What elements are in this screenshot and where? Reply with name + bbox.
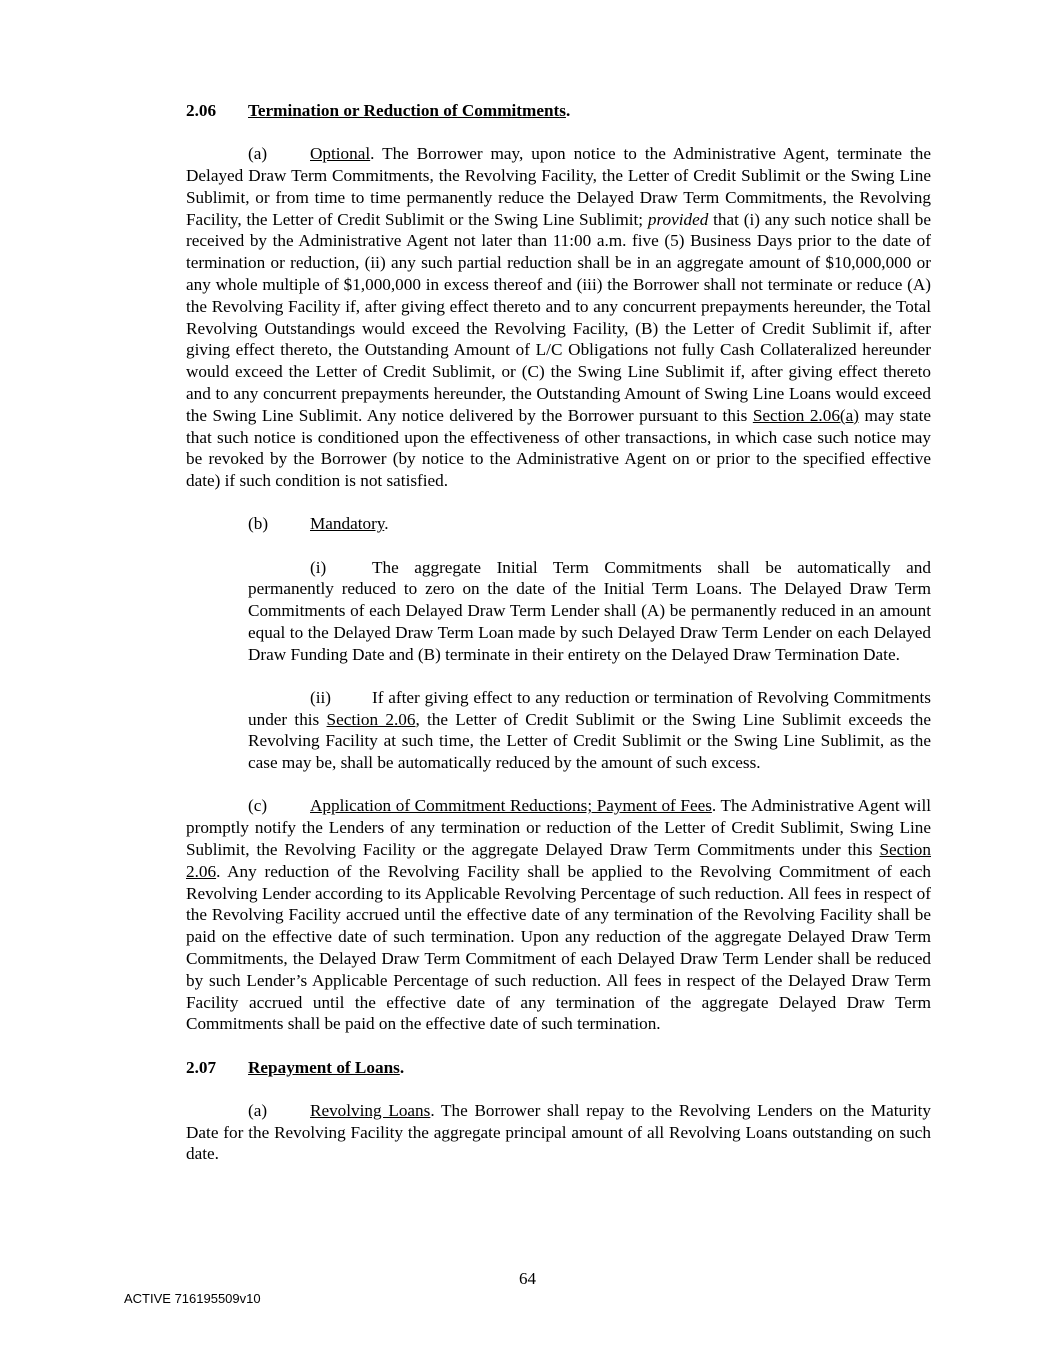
subparagraph-label: (ii) (310, 687, 331, 707)
page-body (186, 100, 931, 1165)
subparagraph-b-ii: (ii) If after giving effect to any reduction or termination of Revolving Commitments under this Section 2.06, the Letter of Credit Sublimit or the Swing Line Sublimit exceeds the Revolving Facility at such time, the Letter of Credit Sublimit or the Swing Line Sublimit, as the case may be, shall be automatically reduced by the amount of such excess. (248, 687, 931, 773)
page-number: 64 (519, 1269, 536, 1288)
paragraph-2-06-c: (c) Application of Commitment Reductions; Payment of Fees. The Administrative Agent will promptly notify the Lenders of any termination or reduction of the Letter of Credit Sublimit, Swing Line Sublimit, the Revolving Facility or the aggregate Delayed Draw Term Commitments under this Section 2.06. Any reduction of the Revolving Facility shall be applied to the Revolving Commitment of each Revolving Lender according to its Applicable Revolving Percentage of such reduction. All fees in respect of the Revolving Facility accrued until the effective date of any termination of the Revolving Facility shall be paid on the effective date of such termination. Upon any reduction of the aggregate Delayed Draw Term Commitments, the Delayed Draw Term Commitment of each Delayed Draw Term Lender shall be reduced by such Lender’s Applicable Percentage of such reduction. All fees in respect of the Delayed Draw Term Facility accrued until the effective date of any termination of the aggregate Delayed Draw Term Commitments shall be paid on the effective date of such termination. (186, 796, 931, 1034)
section-title: Repayment of Loans (248, 1057, 400, 1077)
section-title: Termination or Reduction of Commitments (248, 101, 566, 120)
section-number: 2.07 (186, 1057, 217, 1077)
paragraph-label: (a) (248, 144, 268, 164)
paragraph-2-06-a: (a) Optional. The Borrower may, upon notice to the Administrative Agent, terminate the Delayed Draw Term Commitments, the Revolving Facility, the Letter of Credit Sublimit or the Swing Line Sublimit, or from time to time permanently reduce the Delayed Draw Term Commitments, the Revolving Facility, the Letter of Credit Sublimit or the Swing Line Sublimit; provided that (i) any such notice shall be received by the Administrative Agent not later than 11:00 a.m. five (5) Business Days prior to the date of termination or reduction, (ii) any such partial reduction shall be in an aggregate amount of $10,000,000 or any whole multiple of $1,000,000 in excess thereof and (iii) the Borrower shall not terminate or reduce (A) the Revolving Facility if, after giving effect thereto and to any concurrent prepayments hereunder, the Total Revolving Outstandings would exceed the Revolving Facility, (B) the Letter of Credit Sublimit if, after giving effect thereto, the Outstanding Amount of L/C Obligations not fully Cash Collateralized hereunder would exceed the Letter of Credit Sublimit, or (C) the Swing Line Sublimit if, after giving effect thereto and to any concurrent prepayments hereunder, the Outstanding Amount of Swing Line Loans would exceed the Swing Line Sublimit. Any notice delivered by the Borrower pursuant to this Section 2.06(a) may state that such notice is conditioned upon the effectiveness of other transactions, in which case such notice may be revoked by the Borrower (by notice to the Administrative Agent on or prior to the specified effective date) if such condition is not satisfied. (186, 144, 931, 491)
paragraph-heading: Optional (310, 144, 371, 164)
document-id: ACTIVE 716195509v10 (124, 1291, 261, 1306)
paragraph-label: (c) (248, 796, 268, 816)
provided-term: provided (647, 209, 709, 229)
paragraph-2-07-a: (a) Revolving Loans. The Borrower shall repay to the Revolving Lenders on the Maturity Date for the Revolving Facility the aggregate principal amount of all Revolving Loans outstanding on such date. (186, 1100, 931, 1164)
paragraph-heading: Revolving Loans (310, 1100, 431, 1120)
paragraph-heading: Application of Commitment Reductions; Payment of Fees (310, 796, 712, 816)
paragraph-label: (a) (248, 1100, 268, 1120)
section-heading-2-07: 2.07 Repayment of Loans. (186, 1057, 405, 1077)
paragraph-2-06-b: (b) Mandatory. (248, 514, 389, 534)
paragraph-label: (b) (248, 514, 269, 534)
section-number: 2.06 (186, 101, 217, 120)
paragraph-heading: Mandatory (310, 514, 385, 534)
section-reference: Section 2.06(a) (752, 405, 859, 425)
subparagraphs-b (248, 557, 931, 775)
subparagraph-label: (i) (310, 557, 327, 577)
section-reference: Section 2.06 (326, 709, 416, 729)
section-heading-2-06: 2.06 Termination or Reduction of Commitments. (186, 101, 571, 120)
section-reference: Section 2.06 (186, 840, 931, 881)
subparagraph-b-i: (i) The aggregate Initial Term Commitments shall be automatically and permanently reduced to zero on the date of the Initial Term Loans. The Delayed Draw Term Commitments of each Delayed Draw Term Lender shall (A) be permanently reduced in an amount equal to the Delayed Draw Term Loan made by such Delayed Draw Term Lender on each Delayed Draw Funding Date and (B) terminate in their entirety on the Delayed Draw Termination Date. (248, 557, 931, 664)
